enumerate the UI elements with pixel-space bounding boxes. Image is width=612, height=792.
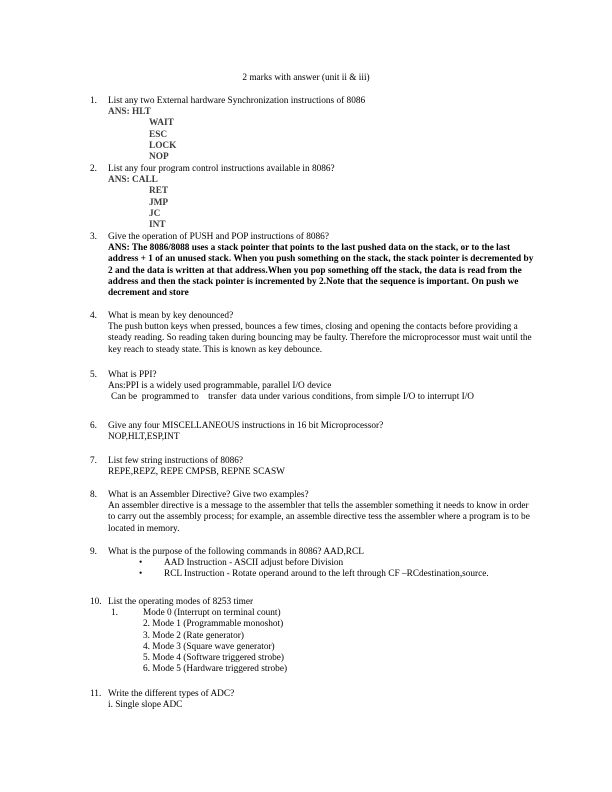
question-text: What is an Assembler Directive? Give two examples? bbox=[108, 490, 309, 500]
question-11 bbox=[90, 689, 538, 711]
bullet-item: • RCL Instruction - Rotate operand around to the left through CF –RCdestination,source. bbox=[108, 569, 538, 580]
mode-number: 1. bbox=[111, 608, 118, 619]
mode-list-item: 6. Mode 5 (Hardware triggered strobe) bbox=[143, 664, 288, 675]
question-number: 4. bbox=[90, 311, 97, 321]
list-item: JC bbox=[149, 208, 161, 219]
page-title: 2 marks with answer (unit ii & iii) bbox=[242, 73, 370, 83]
question-5 bbox=[90, 370, 538, 404]
question-3 bbox=[90, 232, 538, 299]
answer-text: Can be programmed to transfer data under various conditions, from simple I/O to interrupt I/O bbox=[111, 392, 475, 403]
question-number: 9. bbox=[90, 547, 97, 557]
mode-list-item bbox=[108, 608, 538, 619]
list-item: INT bbox=[149, 220, 166, 231]
list-item: WAIT bbox=[149, 118, 174, 129]
answer-text: Ans:PPI is a widely used programmable, parallel I/O device bbox=[108, 381, 332, 392]
question-9 bbox=[90, 547, 538, 581]
answer-label: ANS: HLT bbox=[108, 107, 151, 118]
question-text: List few string instructions of 8086? bbox=[108, 456, 244, 466]
answer-text: An assembler directive is a message to the assembler that tells the assembler something it needs to know in order to carry out the assembly process; for example, an assemble directive tess the assembler where a program is to be located in memory. bbox=[108, 501, 530, 534]
question-1 bbox=[90, 96, 538, 163]
question-text: What is PPI? bbox=[108, 370, 157, 380]
question-text: List any four program control instructions available in 8086? bbox=[108, 164, 335, 174]
question-number: 3. bbox=[90, 232, 97, 242]
question-number: 7. bbox=[90, 456, 97, 466]
question-7 bbox=[90, 456, 538, 478]
list-item: JMP bbox=[149, 197, 169, 208]
list-item: RET bbox=[149, 186, 169, 197]
list-item: NOP bbox=[149, 152, 169, 163]
question-text: What is mean by key denounced? bbox=[108, 311, 234, 321]
mode-list-item: 5. Mode 4 (Software triggered strobe) bbox=[143, 653, 284, 664]
answer-text: REPE,REPZ, REPE CMPSB, REPNE SCASW bbox=[108, 467, 285, 478]
question-number: 1. bbox=[90, 96, 97, 106]
question-number: 11. bbox=[90, 689, 102, 699]
question-10 bbox=[90, 597, 538, 675]
mode-text: Mode 0 (Interrupt on terminal count) bbox=[143, 608, 281, 619]
mode-list-item: 2. Mode 1 (Programmable monoshot) bbox=[143, 619, 284, 630]
question-text: Write the different types of ADC? bbox=[108, 689, 235, 699]
question-text: List any two External hardware Synchronization instructions of 8086 bbox=[108, 96, 366, 106]
question-2 bbox=[90, 164, 538, 231]
list-item: ESC bbox=[149, 129, 168, 140]
question-text: Give any four MISCELLANEOUS instructions in 16 bit Microprocessor? bbox=[108, 421, 384, 431]
question-4 bbox=[90, 311, 538, 356]
mode-list-item: 3. Mode 2 (Rate generator) bbox=[143, 630, 244, 641]
answer-list bbox=[108, 118, 538, 163]
question-number: 2. bbox=[90, 164, 97, 174]
list-item: LOCK bbox=[149, 140, 177, 151]
answer-text: i. Single slope ADC bbox=[108, 700, 183, 711]
question-8 bbox=[90, 490, 538, 535]
answer-text: NOP,HLT,ESP,INT bbox=[108, 432, 180, 443]
question-number: 10. bbox=[90, 597, 102, 607]
bullet-item: • AAD Instruction - ASCII adjust before Division bbox=[108, 558, 538, 569]
question-text: List the operating modes of 8253 timer bbox=[108, 597, 254, 607]
question-number: 8. bbox=[90, 490, 97, 500]
answer-list bbox=[108, 186, 538, 231]
mode-list-item: 4. Mode 3 (Square wave generator) bbox=[143, 641, 275, 652]
question-number: 5. bbox=[90, 370, 97, 380]
answer-label: ANS: CALL bbox=[108, 175, 158, 186]
question-number: 6. bbox=[90, 421, 97, 431]
question-6 bbox=[90, 421, 538, 443]
answer-text: ANS: The 8086/8088 uses a stack pointer that points to the last pushed data on the stack, or to the last address + 1 of an unused stack. When you push something on the stack, the stack pointer is decremented by 2 and the data is written at that address.When you pop something off the stack, the data is read from the address and then the stack pointer is incremented by 2.Note that the sequence is important. On push we decrement and store bbox=[108, 243, 534, 299]
question-text: Give the operation of PUSH and POP instructions of 8086? bbox=[108, 232, 329, 242]
answer-text: The push button keys when pressed, bounces a few times, closing and opening the contacts before providing a steady reading. So reading taken during bouncing may be faulty. Therefore the microprocessor must wait until the key reach to steady state. This is known as key debounce. bbox=[108, 322, 532, 355]
question-text: What is the purpose of the following commands in 8086? AAD,RCL bbox=[108, 547, 364, 557]
